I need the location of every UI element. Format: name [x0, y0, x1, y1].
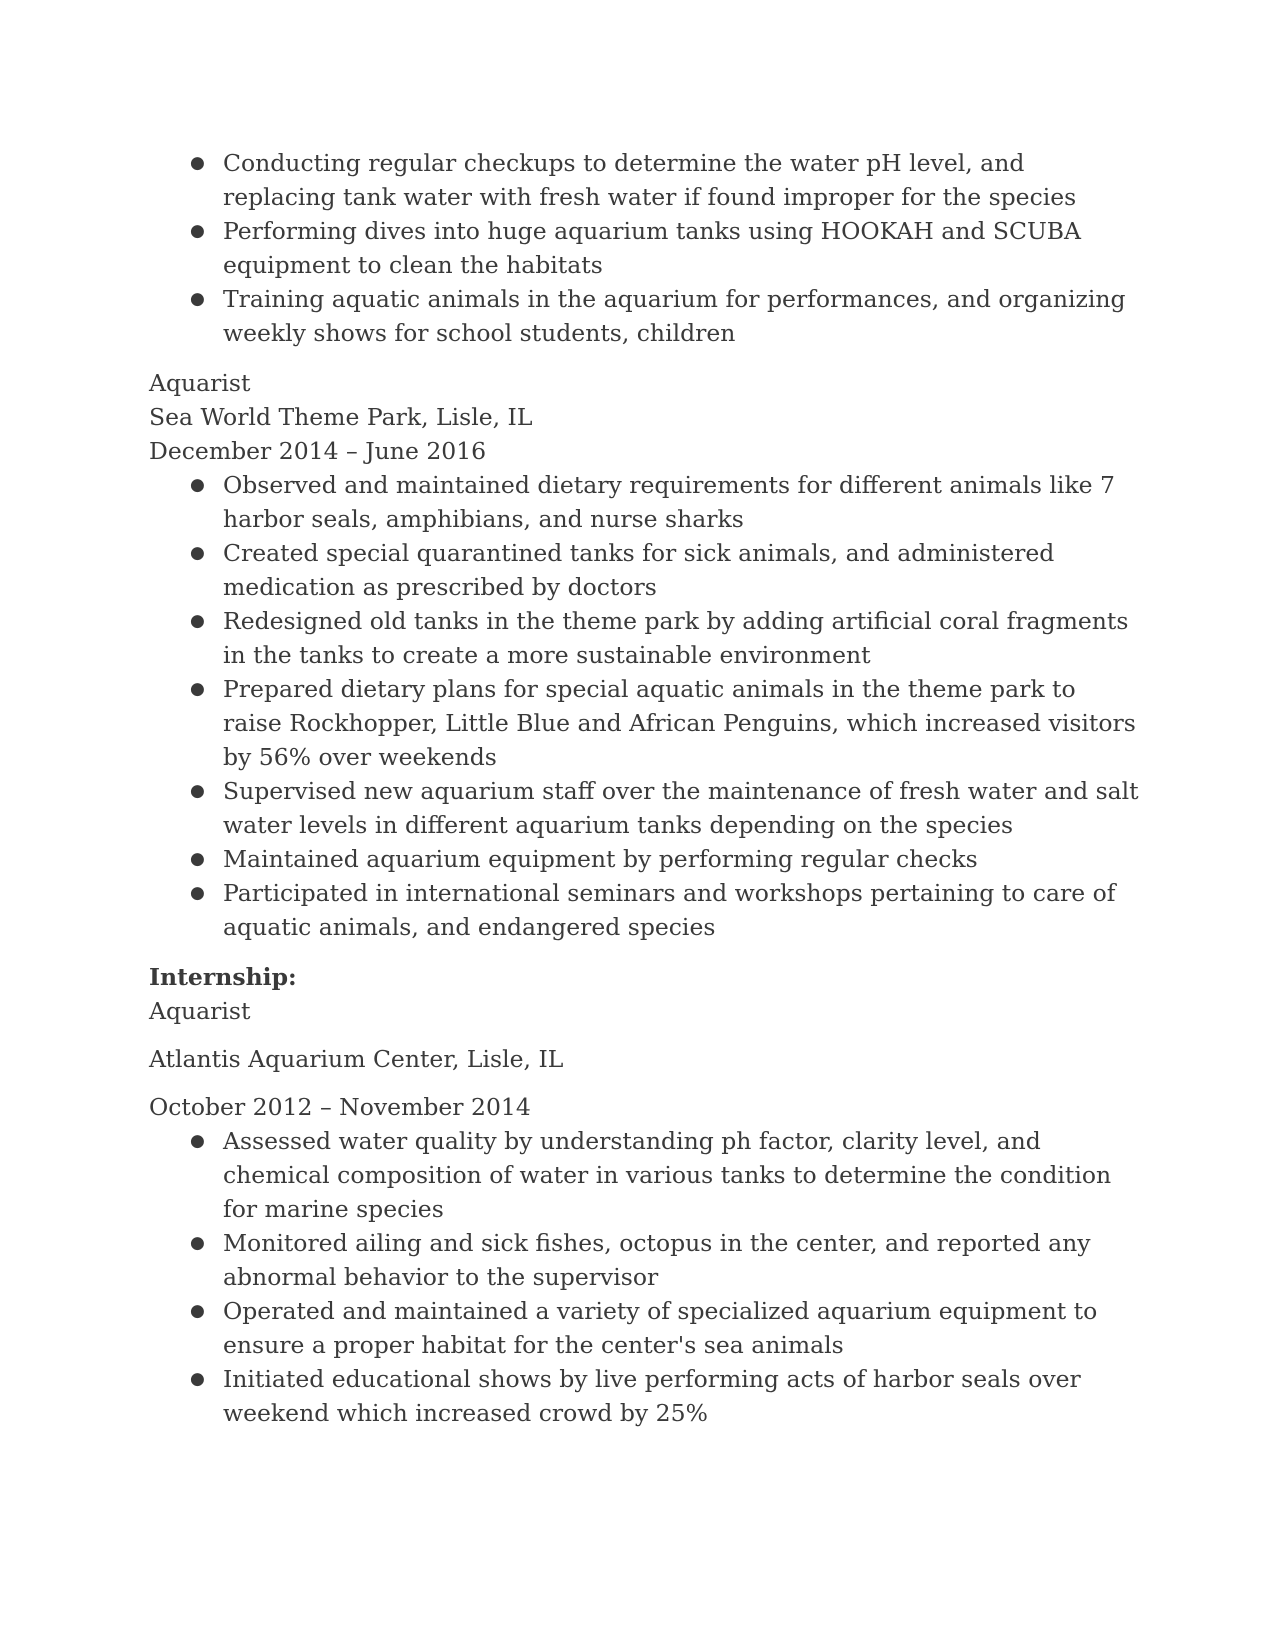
list-item	[149, 1226, 1139, 1294]
list-item	[149, 536, 1139, 604]
internship-bullet-list	[149, 1124, 1139, 1430]
bullet-text: Monitored ailing and sick fishes, octopus in the center, and reported any abnormal behavior to the supervisor	[223, 1229, 1091, 1291]
bullet-text: Performing dives into huge aquarium tanks using HOOKAH and SCUBA equipment to clean the habitats	[223, 217, 1082, 279]
list-item	[149, 468, 1139, 536]
job-bullet-list	[149, 468, 1139, 944]
bullet-icon: ●	[190, 883, 205, 903]
bullet-icon: ●	[190, 781, 205, 801]
bullet-text: Created special quarantined tanks for sick animals, and administered medication as prescribed by doctors	[223, 539, 1055, 601]
internship-heading: Internship:	[149, 963, 297, 991]
internship-dates: October 2012 – November 2014	[149, 1093, 531, 1121]
bullet-icon: ●	[190, 1131, 205, 1151]
bullet-text: Conducting regular checkups to determine the water pH level, and replacing tank water with fresh water if found improper for the species	[223, 149, 1077, 211]
bullet-text: Redesigned old tanks in the theme park by adding artificial coral fragments in the tanks to create a more sustainable environment	[223, 607, 1129, 669]
previous-job-bullet-list	[149, 146, 1139, 350]
bullet-icon: ●	[190, 1233, 205, 1253]
bullet-icon: ●	[190, 611, 205, 631]
internship-company: Atlantis Aquarium Center, Lisle, IL	[149, 1045, 564, 1073]
bullet-text: Observed and maintained dietary requirements for different animals like 7 harbor seals, amphibians, and nurse sharks	[223, 471, 1116, 533]
bullet-icon: ●	[190, 289, 205, 309]
list-item	[149, 282, 1139, 350]
list-item	[149, 214, 1139, 282]
list-item	[149, 604, 1139, 672]
internship-title: Aquarist	[149, 997, 251, 1025]
list-item	[149, 146, 1139, 214]
bullet-text: Participated in international seminars and workshops pertaining to care of aquatic animals, and endangered species	[223, 879, 1116, 941]
bullet-icon: ●	[190, 475, 205, 495]
list-item	[149, 672, 1139, 774]
bullet-icon: ●	[190, 543, 205, 563]
job-company: Sea World Theme Park, Lisle, IL	[149, 403, 533, 431]
list-item	[149, 876, 1139, 944]
bullet-icon: ●	[190, 153, 205, 173]
list-item	[149, 774, 1139, 842]
bullet-text: Supervised new aquarium staff over the maintenance of fresh water and salt water levels in different aquarium tanks depending on the species	[223, 777, 1139, 839]
bullet-icon: ●	[190, 849, 205, 869]
bullet-text: Training aquatic animals in the aquarium for performances, and organizing weekly shows for school students, children	[223, 285, 1126, 347]
list-item	[149, 842, 1139, 876]
bullet-text: Prepared dietary plans for special aquatic animals in the theme park to raise Rockhopper, Little Blue and African Penguins, which increased visitors by 56% over weekends	[223, 675, 1136, 771]
list-item	[149, 1294, 1139, 1362]
bullet-text: Operated and maintained a variety of specialized aquarium equipment to ensure a proper habitat for the center's sea animals	[223, 1297, 1098, 1359]
bullet-text: Maintained aquarium equipment by performing regular checks	[223, 845, 978, 873]
resume-content	[149, 146, 1139, 1430]
bullet-icon: ●	[190, 679, 205, 699]
bullet-text: Initiated educational shows by live performing acts of harbor seals over weekend which increased crowd by 25%	[223, 1365, 1081, 1427]
list-item	[149, 1124, 1139, 1226]
job-title: Aquarist	[149, 369, 251, 397]
bullet-text: Assessed water quality by understanding ph factor, clarity level, and chemical composition of water in various tanks to determine the condition for marine species	[223, 1127, 1112, 1223]
job-dates: December 2014 – June 2016	[149, 437, 487, 465]
bullet-icon: ●	[190, 1301, 205, 1321]
bullet-icon: ●	[190, 221, 205, 241]
list-item	[149, 1362, 1139, 1430]
bullet-icon: ●	[190, 1369, 205, 1389]
